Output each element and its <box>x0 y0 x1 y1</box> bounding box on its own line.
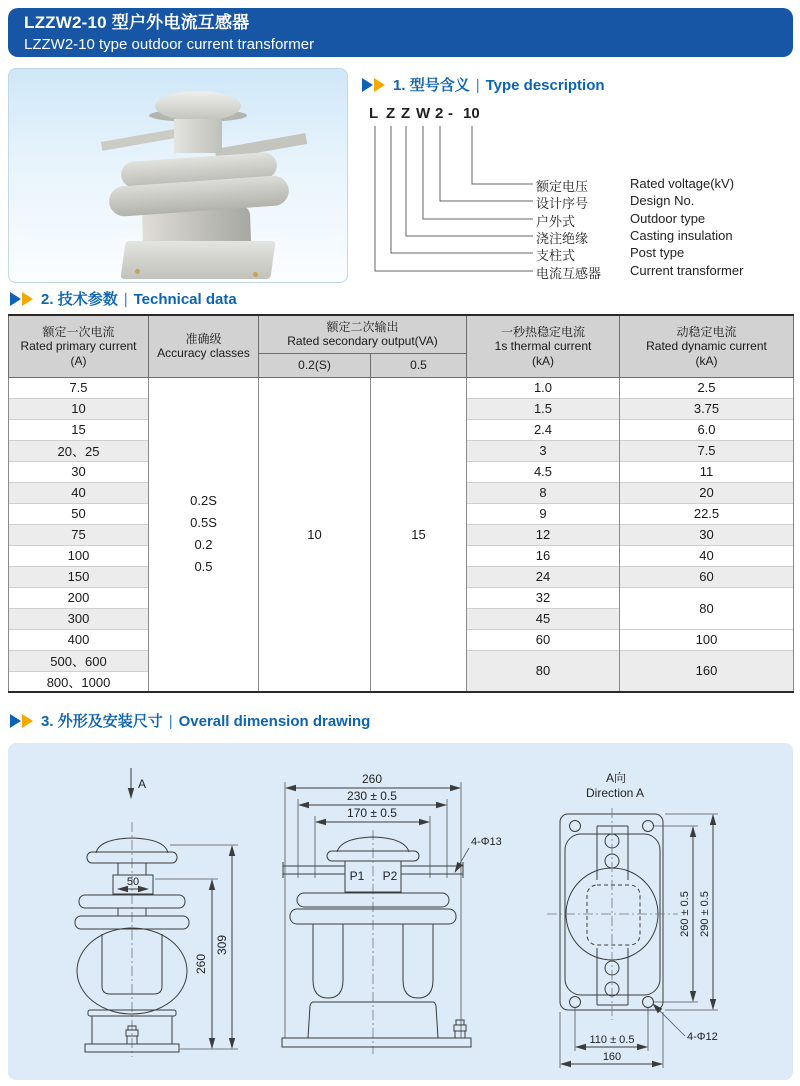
section-2-heading <box>10 288 237 309</box>
table-row <box>9 377 794 398</box>
cell-primary-current: 15 <box>9 419 149 440</box>
product-photo <box>8 68 348 283</box>
code-meaning-row: 支柱式 Post type <box>536 245 685 263</box>
code-char: W <box>416 105 431 122</box>
accuracy-class-value: 0.2 <box>194 537 213 553</box>
code-char: 2 <box>435 105 444 122</box>
title-banner <box>8 8 793 57</box>
holes-4-phi13-label: 4-Φ13 <box>471 836 502 848</box>
terminal-p2-label: P2 <box>382 869 398 883</box>
terminal-bar-left <box>101 128 181 151</box>
screw <box>135 269 140 274</box>
cell-thermal-current: 3 <box>467 440 620 461</box>
table-header <box>9 315 794 377</box>
cell-primary-current: 75 <box>9 524 149 545</box>
cell-thermal-current: 32 <box>467 587 620 608</box>
cell-dynamic-current: 11 <box>620 461 794 482</box>
dim-260: 260 <box>194 953 208 975</box>
header-dynamic-current: 动稳定电流 Rated dynamic current (kA) <box>620 315 794 377</box>
cell-dynamic-current: 60 <box>620 566 794 587</box>
code-char: - <box>448 105 453 122</box>
cell-dynamic-current: 7.5 <box>620 440 794 461</box>
cell-primary-current: 500、600 <box>9 650 149 671</box>
neck <box>174 119 222 153</box>
view-arrow-label: A <box>138 777 147 791</box>
dim-290-vertical: 290 ± 0.5 <box>699 891 711 937</box>
code-meaning-row: 浇注绝缘 Casting insulation <box>536 228 733 246</box>
cell-dynamic-current: 2.5 <box>620 377 794 398</box>
cell-primary-current: 200 <box>9 587 149 608</box>
model-number: LZZW2-10 <box>24 13 107 32</box>
cell-secondary-05: 15 <box>371 377 467 692</box>
terminal-p1-label: P1 <box>349 869 365 883</box>
cell-thermal-current: 8 <box>467 482 620 503</box>
section-1-heading <box>362 74 605 95</box>
section-3-title: 3. 外形及安装尺寸 | Overall dimension drawing <box>41 713 371 730</box>
cell-thermal-current: 9 <box>467 503 620 524</box>
cell-dynamic-current: 40 <box>620 545 794 566</box>
side-view-drawing <box>30 752 245 1080</box>
direction-a-title-zh: A向 <box>605 771 627 785</box>
section-2-title: 2. 技术参数 | Technical data <box>41 291 237 308</box>
cell-primary-current: 100 <box>9 545 149 566</box>
accuracy-class-value: 0.5 <box>194 559 213 575</box>
code-char: Z <box>386 105 396 122</box>
cell-secondary-02s: 10 <box>259 377 371 692</box>
cell-primary-current: 300 <box>9 608 149 629</box>
cell-primary-current: 800、1000 <box>9 671 149 692</box>
cell-thermal-current: 16 <box>467 545 620 566</box>
cell-thermal-current: 4.5 <box>467 461 620 482</box>
triangle-icon <box>22 714 33 728</box>
holes-4-phi12-label: 4-Φ12 <box>687 1031 718 1043</box>
cell-thermal-current: 24 <box>467 566 620 587</box>
dim-50: 50 <box>126 876 140 888</box>
code-meaning-row: 电流互感器 Current transformer <box>536 263 744 281</box>
code-char: 10 <box>463 105 480 122</box>
code-char: L <box>369 105 379 122</box>
cell-dynamic-current: 3.75 <box>620 398 794 419</box>
cell-thermal-current: 80 <box>467 650 620 692</box>
cell-dynamic-current: 100 <box>620 629 794 650</box>
dim-230: 230 ± 0.5 <box>347 789 397 803</box>
triangle-icon <box>374 78 385 92</box>
header-thermal-current: 一秒热稳定电流 1s thermal current (kA) <box>467 315 620 377</box>
title-line-en: LZZW2-10 type outdoor current transformer <box>24 36 315 53</box>
cell-primary-current: 400 <box>9 629 149 650</box>
title-zh-rest: 型户外电流互感器 <box>111 13 250 32</box>
cap <box>155 91 241 121</box>
header-secondary-05: 0.5 <box>371 353 467 377</box>
title-line-zh <box>24 11 793 34</box>
cell-primary-current: 40 <box>9 482 149 503</box>
direction-a-title-en: Direction A <box>585 786 645 800</box>
dim-170: 170 ± 0.5 <box>347 806 397 820</box>
code-char: Z <box>401 105 411 122</box>
code-meaning-row: 设计序号 Design No. <box>536 193 695 211</box>
cell-dynamic-current: 20 <box>620 482 794 503</box>
cell-primary-current: 20、25 <box>9 440 149 461</box>
cell-dynamic-current: 30 <box>620 524 794 545</box>
cell-thermal-current: 1.0 <box>467 377 620 398</box>
technical-data-table <box>8 314 794 693</box>
cell-dynamic-current: 6.0 <box>620 419 794 440</box>
dim-160: 160 <box>602 1051 622 1063</box>
accuracy-class-value: 0.2S <box>190 493 217 509</box>
cell-primary-current: 50 <box>9 503 149 524</box>
code-meaning-row: 额定电压 Rated voltage(kV) <box>536 176 735 194</box>
dim-260-vertical: 260 ± 0.5 <box>679 891 691 937</box>
table-body <box>9 377 794 692</box>
type-description-diagram <box>360 100 795 290</box>
cell-thermal-current: 45 <box>467 608 620 629</box>
section-1-title: 1. 型号含义 | Type description <box>393 77 605 94</box>
header-secondary-output: 额定二次输出 Rated secondary output(VA) <box>259 315 467 353</box>
header-accuracy: 准确级 Accuracy classes <box>149 315 259 377</box>
screw <box>253 272 258 277</box>
dim-110: 110 ± 0.5 <box>589 1034 635 1046</box>
header-secondary-02s: 0.2(S) <box>259 353 371 377</box>
code-meaning-row: 户外式 Outdoor type <box>536 211 706 229</box>
triangle-icon <box>10 292 21 306</box>
dim-309: 309 <box>215 934 229 956</box>
cell-thermal-current: 2.4 <box>467 419 620 440</box>
cell-dynamic-current: 160 <box>620 650 794 692</box>
cell-dynamic-current: 22.5 <box>620 503 794 524</box>
front-view-drawing <box>275 752 510 1080</box>
triangle-icon <box>10 714 21 728</box>
cell-thermal-current: 1.5 <box>467 398 620 419</box>
section-3-heading <box>10 710 370 731</box>
cell-primary-current: 150 <box>9 566 149 587</box>
header-primary-current: 额定一次电流 Rated primary current (A) <box>9 315 149 377</box>
cell-primary-current: 30 <box>9 461 149 482</box>
dim-260-width: 260 <box>361 772 383 786</box>
cell-primary-current: 7.5 <box>9 377 149 398</box>
triangle-icon <box>22 292 33 306</box>
cell-primary-current: 10 <box>9 398 149 419</box>
triangle-icon <box>362 78 373 92</box>
cell-thermal-current: 60 <box>467 629 620 650</box>
direction-a-drawing <box>535 752 785 1080</box>
cell-accuracy-classes <box>149 377 259 692</box>
accuracy-class-value: 0.5S <box>190 515 217 531</box>
cell-thermal-current: 12 <box>467 524 620 545</box>
cell-dynamic-current: 80 <box>620 587 794 629</box>
